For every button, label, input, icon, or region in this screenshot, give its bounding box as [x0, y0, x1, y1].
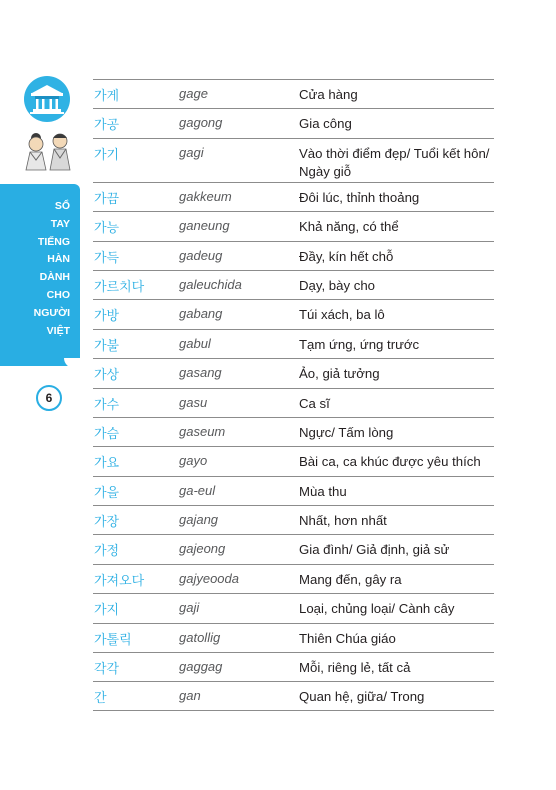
- romanization: gaji: [179, 600, 200, 616]
- korean-children-icon: [20, 128, 76, 172]
- vietnamese-meaning: Khả năng, có thể: [299, 219, 399, 235]
- vietnamese-meaning: Ảo, giả tưởng: [299, 366, 380, 382]
- vietnamese-meaning: Quan hệ, giữa/ Trong: [299, 689, 425, 705]
- romanization: gan: [179, 688, 201, 704]
- page-number: 6: [36, 385, 62, 411]
- tab-notch: [64, 358, 82, 368]
- vietnamese-meaning: Dạy, bày cho: [299, 277, 375, 293]
- vocab-row: [93, 623, 494, 652]
- book-title-line: HÀN: [47, 253, 70, 266]
- romanization: gagong: [179, 115, 223, 131]
- romanization: gagi: [179, 144, 204, 160]
- korean-word: 가상: [94, 368, 120, 384]
- romanization: gaggag: [179, 659, 223, 675]
- vocab-row: [93, 417, 494, 446]
- pavilion-icon: [24, 76, 70, 122]
- vocab-row: [93, 241, 494, 270]
- vocab-row: [93, 211, 494, 240]
- vocab-row: [93, 652, 494, 681]
- vocab-row: [93, 358, 494, 387]
- vocab-row: [93, 564, 494, 593]
- romanization: galeuchida: [179, 276, 242, 292]
- korean-word: 가공: [94, 118, 120, 134]
- korean-word: 가슴: [94, 426, 120, 442]
- vietnamese-meaning: Gia công: [299, 116, 352, 132]
- romanization: gajang: [179, 512, 219, 528]
- korean-word: 가르치다: [94, 279, 145, 295]
- sidebar: [0, 0, 86, 790]
- korean-word: 가능: [94, 221, 120, 237]
- vocab-row: [93, 182, 494, 211]
- vietnamese-meaning: Loại, chủng loại/ Cành cây: [299, 601, 455, 617]
- vocab-row: [93, 270, 494, 299]
- romanization: gajeong: [179, 541, 226, 557]
- book-title-line: NGƯỜI: [33, 306, 70, 319]
- book-title-line: VIỆT: [46, 324, 70, 337]
- korean-word: 각각: [94, 662, 120, 678]
- romanization: gaseum: [179, 423, 226, 439]
- vietnamese-meaning: Cửa hàng: [299, 87, 358, 102]
- book-title-line: SỔ: [54, 200, 70, 212]
- vietnamese-meaning: Đầy, kín hết chỗ: [299, 248, 394, 264]
- vocab-row: [93, 79, 494, 108]
- romanization: gajyeooda: [179, 570, 239, 586]
- vietnamese-meaning: Túi xách, ba lô: [299, 307, 385, 323]
- korean-word: 가불: [94, 338, 120, 354]
- korean-word: 가져오다: [94, 573, 145, 589]
- korean-word: 가지: [94, 603, 120, 619]
- vietnamese-meaning: Gia đình/ Giả định, giả sử: [299, 542, 450, 558]
- book-title-line: DÀNH: [39, 271, 70, 284]
- romanization: gasu: [179, 394, 208, 410]
- vocab-row: [93, 446, 494, 475]
- vietnamese-meaning: Nhất, hơn nhất: [299, 513, 387, 529]
- vocab-row: [93, 534, 494, 563]
- book-title-tab: [0, 184, 80, 366]
- vocab-row: [93, 593, 494, 622]
- korean-word: 가정: [94, 544, 120, 560]
- romanization: gakkeum: [179, 188, 232, 204]
- vietnamese-meaning: Mang đến, gây ra: [299, 571, 402, 587]
- vocab-row: [93, 505, 494, 534]
- vietnamese-meaning: Ngực/ Tấm lòng: [299, 424, 394, 440]
- romanization: gage: [179, 86, 208, 101]
- korean-word: 가을: [94, 485, 120, 501]
- vocab-row: [93, 138, 494, 182]
- vocab-row: [93, 299, 494, 328]
- vocab-row: [93, 108, 494, 137]
- vietnamese-meaning: Bài ca, ca khúc được yêu thích: [299, 454, 481, 470]
- vietnamese-meaning: Tạm ứng, ứng trước: [299, 336, 420, 352]
- korean-word: 가끔: [94, 191, 120, 207]
- vietnamese-meaning: Ca sĩ: [299, 395, 330, 411]
- vocab-row: [93, 388, 494, 417]
- korean-word: 가수: [94, 397, 120, 413]
- korean-word: 가기: [94, 147, 120, 163]
- romanization: gatollig: [179, 629, 221, 645]
- vietnamese-meaning: Đôi lúc, thỉnh thoảng: [299, 189, 420, 205]
- romanization: ga-eul: [179, 482, 216, 498]
- vocab-row: [93, 476, 494, 505]
- vocab-row: [93, 329, 494, 358]
- korean-word: 가방: [94, 309, 120, 325]
- korean-word: 가게: [94, 89, 120, 104]
- romanization: gadeug: [179, 247, 223, 263]
- vietnamese-meaning: Mùa thu: [299, 483, 347, 499]
- korean-word: 가톨릭: [94, 632, 132, 648]
- romanization: gabul: [179, 335, 211, 351]
- romanization: gayo: [179, 453, 208, 469]
- book-title-line: CHO: [46, 288, 70, 301]
- romanization: ganeung: [179, 218, 230, 234]
- korean-word: 가요: [94, 456, 120, 472]
- romanization: gabang: [179, 306, 223, 322]
- book-title-line: TAY: [50, 217, 70, 230]
- vietnamese-meaning: Vào thời điểm đẹp/ Tuổi kết hôn/ Ngày giỗ: [299, 145, 490, 179]
- korean-word: 가장: [94, 515, 120, 531]
- vocabulary-table: [93, 79, 494, 711]
- vietnamese-meaning: Thiên Chúa giáo: [299, 630, 396, 646]
- vietnamese-meaning: Mỗi, riêng lẻ, tất cả: [299, 660, 411, 676]
- korean-word: 간: [94, 691, 107, 707]
- romanization: gasang: [179, 365, 222, 381]
- book-title-line: TIẾNG: [37, 235, 70, 248]
- korean-word: 가득: [94, 250, 120, 266]
- vocab-row: [93, 681, 494, 710]
